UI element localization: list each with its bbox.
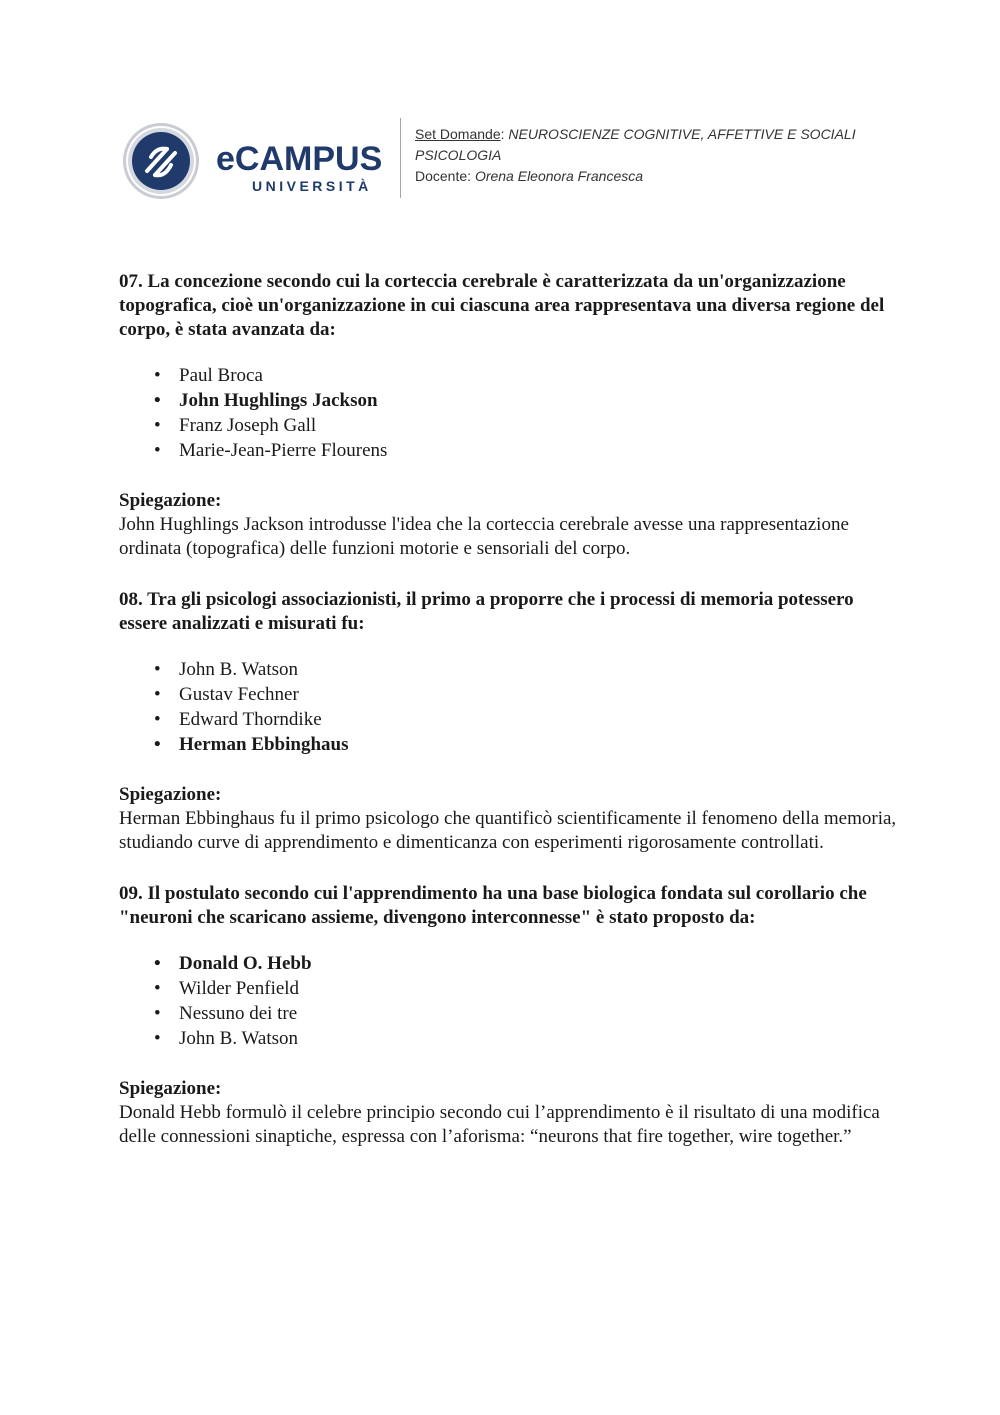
answer-option <box>119 438 899 463</box>
logo-wordmark: eCAMPUS <box>216 140 383 178</box>
explanation-label: Spiegazione: <box>119 784 222 805</box>
option-label: John Hughlings Jackson <box>179 390 378 411</box>
question-block-09 <box>119 882 899 1149</box>
set-value: NEUROSCIENZE COGNITIVE, AFFETTIVE E SOCIALI <box>508 126 856 142</box>
answer-option <box>119 682 899 707</box>
option-label: Gustav Fechner <box>179 684 299 705</box>
document-header <box>120 118 900 202</box>
bullet-icon: • <box>154 978 161 999</box>
option-label: Herman Ebbinghaus <box>179 734 349 755</box>
bullet-icon: • <box>154 390 161 411</box>
explanation-label: Spiegazione: <box>119 490 222 511</box>
option-label: John B. Watson <box>179 659 298 680</box>
option-label: Edward Thorndike <box>179 709 322 730</box>
bullet-icon: • <box>154 415 161 436</box>
question-text: 09. Il postulato secondo cui l'apprendimento ha una base biologica fondata sul corollario che "neuroni che scaricano assieme, divengono interconnesse" è stato proposto da: <box>119 883 867 928</box>
option-label: Franz Joseph Gall <box>179 415 317 436</box>
answer-option <box>119 363 899 388</box>
bullet-icon: • <box>154 365 161 386</box>
answer-option <box>119 413 899 438</box>
ecampus-seal-icon <box>122 122 200 200</box>
answer-options <box>119 363 899 463</box>
answer-option <box>119 976 899 1001</box>
bullet-icon: • <box>154 734 161 755</box>
answer-option <box>119 657 899 682</box>
option-label: Paul Broca <box>179 365 263 386</box>
bullet-icon: • <box>154 684 161 705</box>
bullet-icon: • <box>154 440 161 461</box>
question-text: 08. Tra gli psicologi associazionisti, il primo a proporre che i processi di memoria potessero essere analizzati e misurati fu: <box>119 589 854 634</box>
bullet-icon: • <box>154 1003 161 1024</box>
answer-option-correct <box>119 951 899 976</box>
answer-option <box>119 1026 899 1051</box>
explanation-label: Spiegazione: <box>119 1078 222 1099</box>
set-line: Set Domande: NEUROSCIENZE COGNITIVE, AFFETTIVE E SOCIALI <box>415 126 856 142</box>
explanation-text: Herman Ebbinghaus fu il primo psicologo che quantificò scientificamente il fenomeno della memoria, studiando curve di apprendimento e dimenticanza con esperimenti rigorosamente controllati. <box>119 808 897 853</box>
set-line-2 <box>415 145 856 166</box>
explanation-text: Donald Hebb formulò il celebre principio secondo cui l’apprendimento è il risultato di una modifica delle connessioni sinaptiche, espressa con l’aforisma: “neurons that fire together, wire together.” <box>119 1102 880 1147</box>
bullet-icon: • <box>154 659 161 680</box>
question-text: 07. La concezione secondo cui la corteccia cerebrale è caratterizzata da un'organizzazione topografica, cioè un'organizzazione in cui ciascuna area rappresentava una diversa regione del corpo, è stata avanzata da: <box>119 271 885 340</box>
answer-option-correct <box>119 732 899 757</box>
bullet-icon: • <box>154 953 161 974</box>
answer-option-correct <box>119 388 899 413</box>
set-label: Set Domande <box>415 126 501 142</box>
ecampus-logo <box>120 120 390 200</box>
bullet-icon: • <box>154 709 161 730</box>
option-label: John B. Watson <box>179 1028 298 1049</box>
answer-option <box>119 707 899 732</box>
answer-options <box>119 951 899 1051</box>
teacher-value: Orena Eleonora Francesca <box>474 168 644 184</box>
teacher-line: Docente: Orena Eleonora Francesca <box>415 168 644 184</box>
question-block-07 <box>119 270 899 561</box>
header-divider <box>400 118 401 198</box>
question-block-08 <box>119 588 899 855</box>
document-body <box>119 270 899 1176</box>
logo-subtitle: UNIVERSITÀ <box>252 178 372 194</box>
course-meta <box>415 124 856 187</box>
teacher-label: Docente <box>415 168 468 184</box>
bullet-icon: • <box>154 1028 161 1049</box>
option-label: Marie-Jean-Pierre Flourens <box>179 440 388 461</box>
set-value-line2: PSICOLOGIA <box>415 147 502 163</box>
answer-option <box>119 1001 899 1026</box>
option-label: Wilder Penfield <box>179 978 300 999</box>
answer-options <box>119 657 899 757</box>
explanation-text: John Hughlings Jackson introdusse l'idea che la corteccia cerebrale avesse una rappresentazione ordinata (topografica) delle funzioni motorie e sensoriali del corpo. <box>119 514 849 559</box>
option-label: Donald O. Hebb <box>179 953 312 974</box>
option-label: Nessuno dei tre <box>179 1003 298 1024</box>
